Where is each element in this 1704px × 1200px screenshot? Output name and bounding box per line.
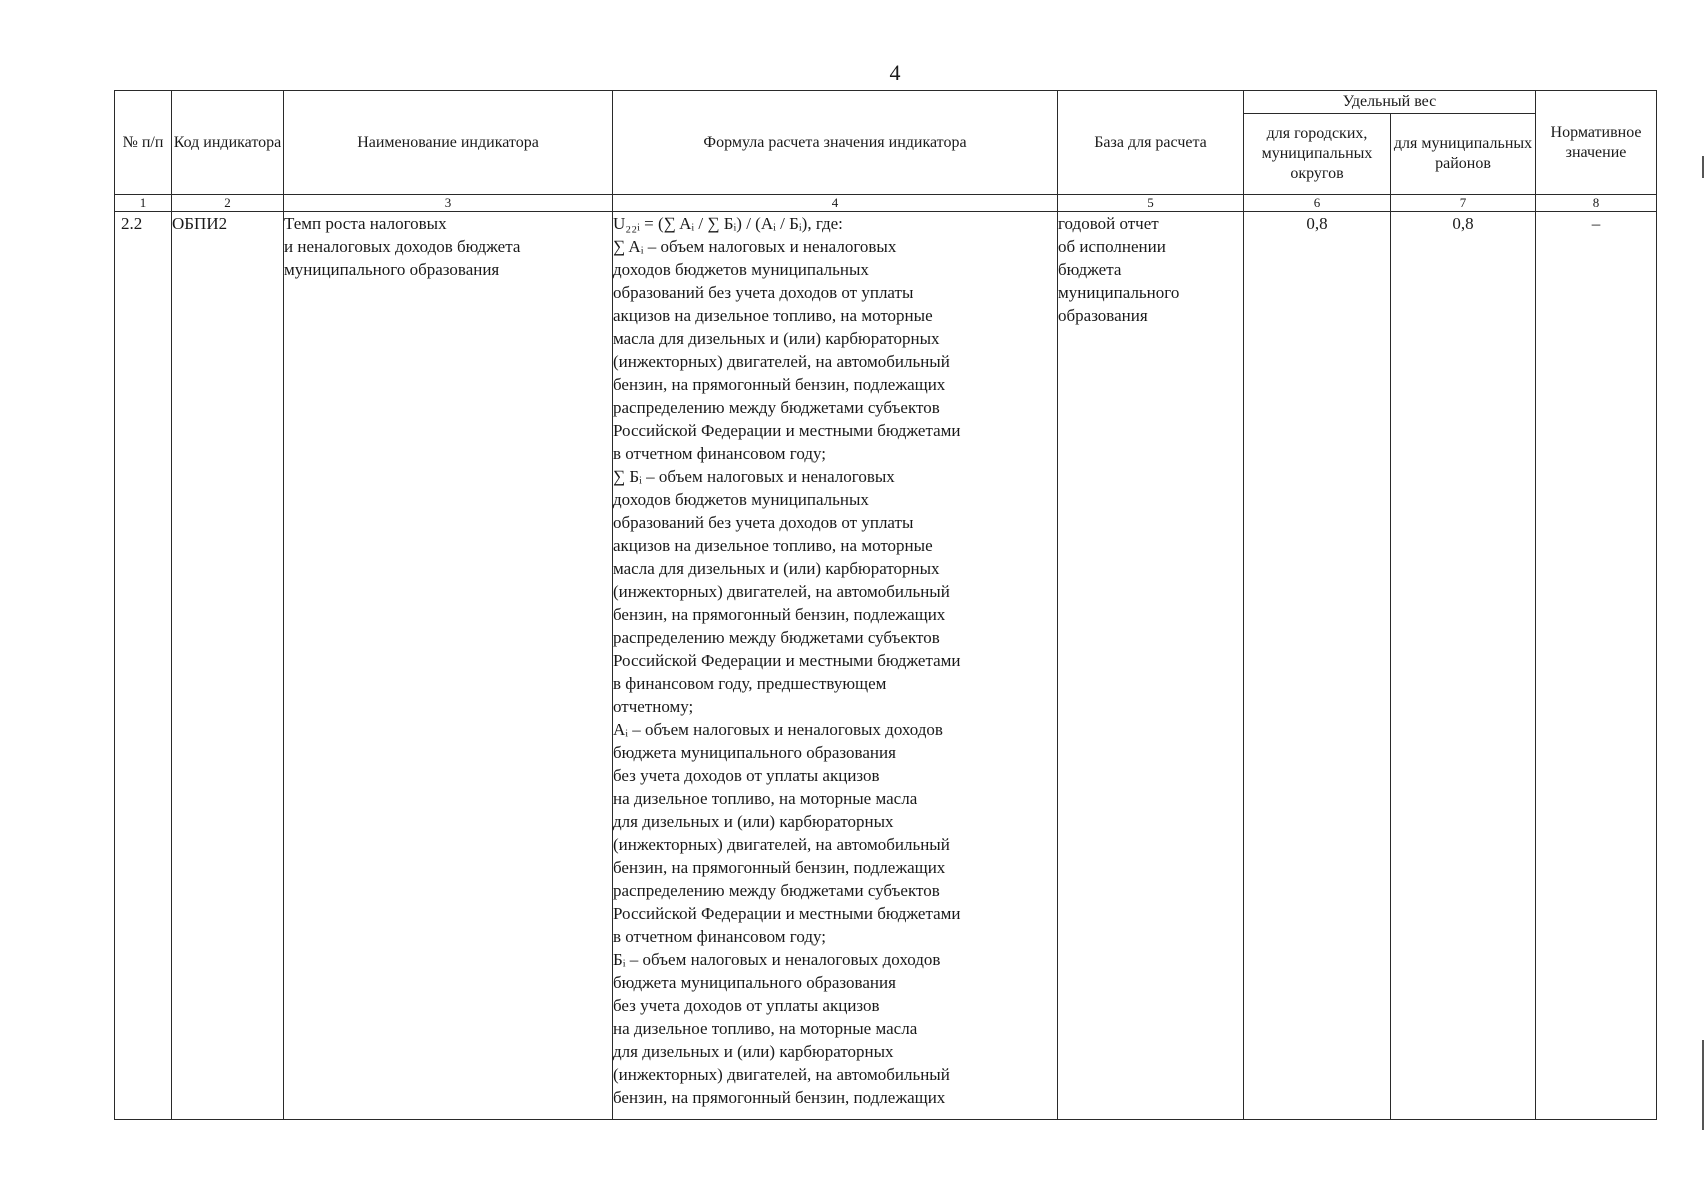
page-number: 4	[889, 60, 901, 85]
formula-line: (инжекторных) двигателей, на автомобильный	[613, 352, 950, 371]
row-number: 2.2	[115, 212, 172, 1120]
formula-line: ∑ Aᵢ – объем налоговых и неналоговых	[613, 237, 897, 256]
formula-line: для дизельных и (или) карбюраторных	[613, 812, 894, 831]
indicator-name-line: и неналоговых доходов бюджета	[284, 237, 521, 256]
formula-line: (инжекторных) двигателей, на автомобильный	[613, 1065, 950, 1084]
formula-line: в отчетном финансовом году;	[613, 927, 826, 946]
formula-line: в отчетном финансовом году;	[613, 444, 826, 463]
base-line: бюджета	[1058, 260, 1122, 279]
formula-line: образований без учета доходов от уплаты	[613, 513, 914, 532]
header-base: База для расчета	[1058, 91, 1244, 195]
calculation-base	[1058, 212, 1244, 1120]
formula-line: образований без учета доходов от уплаты	[613, 283, 914, 302]
header-norm: Нормативное значение	[1536, 91, 1657, 195]
formula-line: бюджета муниципального образования	[613, 973, 896, 992]
base-line: муниципального	[1058, 283, 1180, 302]
formula-line: отчетному;	[613, 697, 694, 716]
formula-line: акцизов на дизельное топливо, на моторные	[613, 306, 933, 325]
column-number: 5	[1058, 195, 1244, 212]
indicator-code: ОБПИ2	[172, 212, 284, 1120]
norm-value: –	[1536, 212, 1657, 1120]
formula-line: доходов бюджетов муниципальных	[613, 490, 869, 509]
table-row	[115, 212, 1657, 1120]
formula-line: Российской Федерации и местными бюджетами	[613, 904, 961, 923]
formula-line: масла для дизельных и (или) карбюраторных	[613, 559, 940, 578]
formula-line: ∑ Бᵢ – объем налоговых и неналоговых	[613, 467, 895, 486]
formula-line: (инжекторных) двигателей, на автомобильный	[613, 835, 950, 854]
formula-line: Aᵢ – объем налоговых и неналоговых доходов	[613, 720, 943, 739]
header-num: № п/п	[115, 91, 172, 195]
column-number: 1	[115, 195, 172, 212]
header-code: Код индикатора	[172, 91, 284, 195]
formula-line: без учета доходов от уплаты акцизов	[613, 766, 880, 785]
formula-line: U₂₂ᵢ = (∑ Aᵢ / ∑ Бᵢ) / (Aᵢ / Бᵢ), где:	[613, 214, 843, 233]
formula-line: масла для дизельных и (или) карбюраторных	[613, 329, 940, 348]
formula-line: без учета доходов от уплаты акцизов	[613, 996, 880, 1015]
header-weight-group: Удельный вес	[1244, 91, 1536, 114]
formula-line: Российской Федерации и местными бюджетами	[613, 651, 961, 670]
column-number: 8	[1536, 195, 1657, 212]
indicator-name-line: муниципального образования	[284, 260, 500, 279]
formula-line: бензин, на прямогонный бензин, подлежащих	[613, 1088, 946, 1107]
indicator-formula	[613, 212, 1058, 1120]
base-line: годовой отчет	[1058, 214, 1159, 233]
weight-district-value: 0,8	[1391, 212, 1536, 1120]
column-number: 6	[1244, 195, 1391, 212]
formula-line: на дизельное топливо, на моторные масла	[613, 1019, 918, 1038]
header-name: Наименование индикатора	[284, 91, 613, 195]
formula-line: в финансовом году, предшествующем	[613, 674, 887, 693]
formula-line: Российской Федерации и местными бюджетами	[613, 421, 961, 440]
formula-line: бензин, на прямогонный бензин, подлежащих	[613, 858, 946, 877]
formula-line: распределению между бюджетами субъектов	[613, 398, 940, 417]
formula-line: бензин, на прямогонный бензин, подлежащих	[613, 375, 946, 394]
column-number: 2	[172, 195, 284, 212]
header-weight-district: для муниципальных районов	[1391, 114, 1536, 195]
column-number: 4	[613, 195, 1058, 212]
formula-line: распределению между бюджетами субъектов	[613, 881, 940, 900]
column-number-row	[115, 195, 1657, 212]
formula-line: бюджета муниципального образования	[613, 743, 896, 762]
indicators-table	[114, 90, 1657, 1120]
base-line: об исполнении	[1058, 237, 1166, 256]
header-weight-urban: для городских, муниципальных округов	[1244, 114, 1391, 195]
formula-line: Бᵢ – объем налоговых и неналоговых доходов	[613, 950, 941, 969]
formula-line: (инжекторных) двигателей, на автомобильный	[613, 582, 950, 601]
indicator-name	[284, 212, 613, 1120]
weight-urban-value: 0,8	[1244, 212, 1391, 1120]
formula-line: на дизельное топливо, на моторные масла	[613, 789, 918, 808]
indicator-name-line: Темп роста налоговых	[284, 214, 447, 233]
column-number: 7	[1391, 195, 1536, 212]
formula-line: распределению между бюджетами субъектов	[613, 628, 940, 647]
column-number: 3	[284, 195, 613, 212]
formula-line: акцизов на дизельное топливо, на моторные	[613, 536, 933, 555]
header-formula: Формула расчета значения индикатора	[613, 91, 1058, 195]
base-line: образования	[1058, 306, 1148, 325]
formula-line: бензин, на прямогонный бензин, подлежащих	[613, 605, 946, 624]
formula-line: доходов бюджетов муниципальных	[613, 260, 869, 279]
formula-line: для дизельных и (или) карбюраторных	[613, 1042, 894, 1061]
